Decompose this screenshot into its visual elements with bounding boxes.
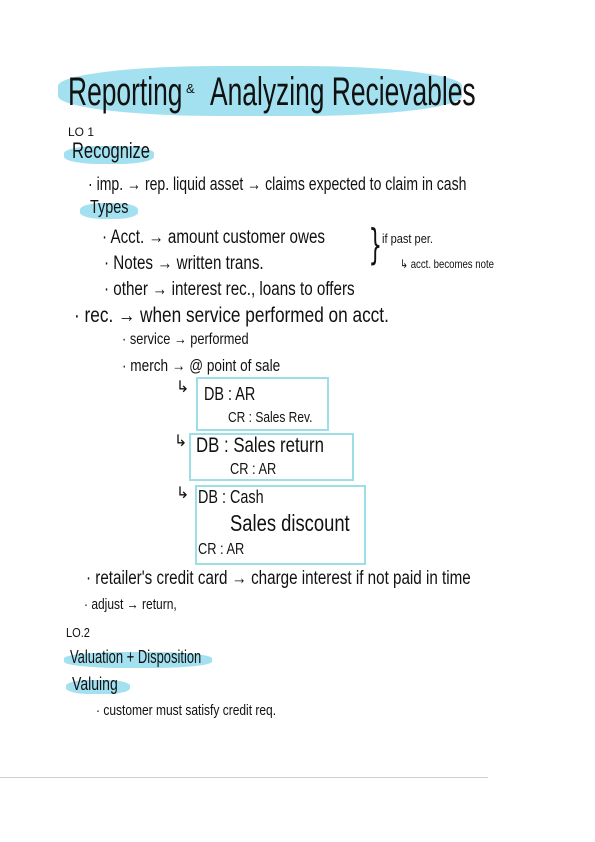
entry2-debit: DB : Sales return xyxy=(196,434,324,457)
acct-line: · Acct. → amount customer owes xyxy=(102,227,326,248)
customer-line: · customer must satisfy credit req. xyxy=(96,702,277,719)
recognize-heading: Recognize xyxy=(72,138,150,163)
adjust-line: · adjust → return, xyxy=(84,596,177,613)
entry3-debit: DB : Cash xyxy=(198,487,264,507)
entry3-credit: CR : AR xyxy=(198,541,245,558)
title-ampersand: & xyxy=(186,81,195,96)
lo2-label: LO.2 xyxy=(66,625,90,640)
if-past-note: if past per. xyxy=(382,231,433,246)
brace-icon: } xyxy=(368,220,383,269)
page-title-rest: Analyzing Recievables xyxy=(210,70,476,114)
acct-becomes-note: ↳ acct. becomes note xyxy=(400,257,494,271)
imp-line: · imp. → rep. liquid asset → claims expected to claim in cash xyxy=(88,174,467,194)
entry3-debit-discount: Sales discount xyxy=(230,510,350,536)
entry3-hook-arrow-icon: ↳ xyxy=(176,485,190,502)
merch-line: · merch → @ point of sale xyxy=(122,356,281,375)
entry1-debit: DB : AR xyxy=(204,384,256,404)
entry2-hook-arrow-icon: ↳ xyxy=(174,433,188,450)
entry1-credit: CR : Sales Rev. xyxy=(228,409,313,426)
entry2-credit: CR : AR xyxy=(230,461,277,478)
rec-line: · rec. → when service performed on acct. xyxy=(74,304,389,327)
entry1-hook-arrow-icon: ↳ xyxy=(176,379,190,396)
page-title: Reporting xyxy=(68,70,183,114)
types-heading: Types xyxy=(90,197,129,217)
valuing-heading: Valuing xyxy=(72,674,118,694)
other-line: · other → interest rec., loans to offers xyxy=(104,279,355,300)
retailer-line: · retailer's credit card → charge interest if not paid in time xyxy=(86,568,471,589)
notes-line: · Notes → written trans. xyxy=(104,253,264,274)
valuation-heading: Valuation + Disposition xyxy=(70,647,202,667)
lo1-label: LO 1 xyxy=(68,125,95,139)
service-line: · service → performed xyxy=(122,331,249,348)
page-divider xyxy=(0,777,488,778)
